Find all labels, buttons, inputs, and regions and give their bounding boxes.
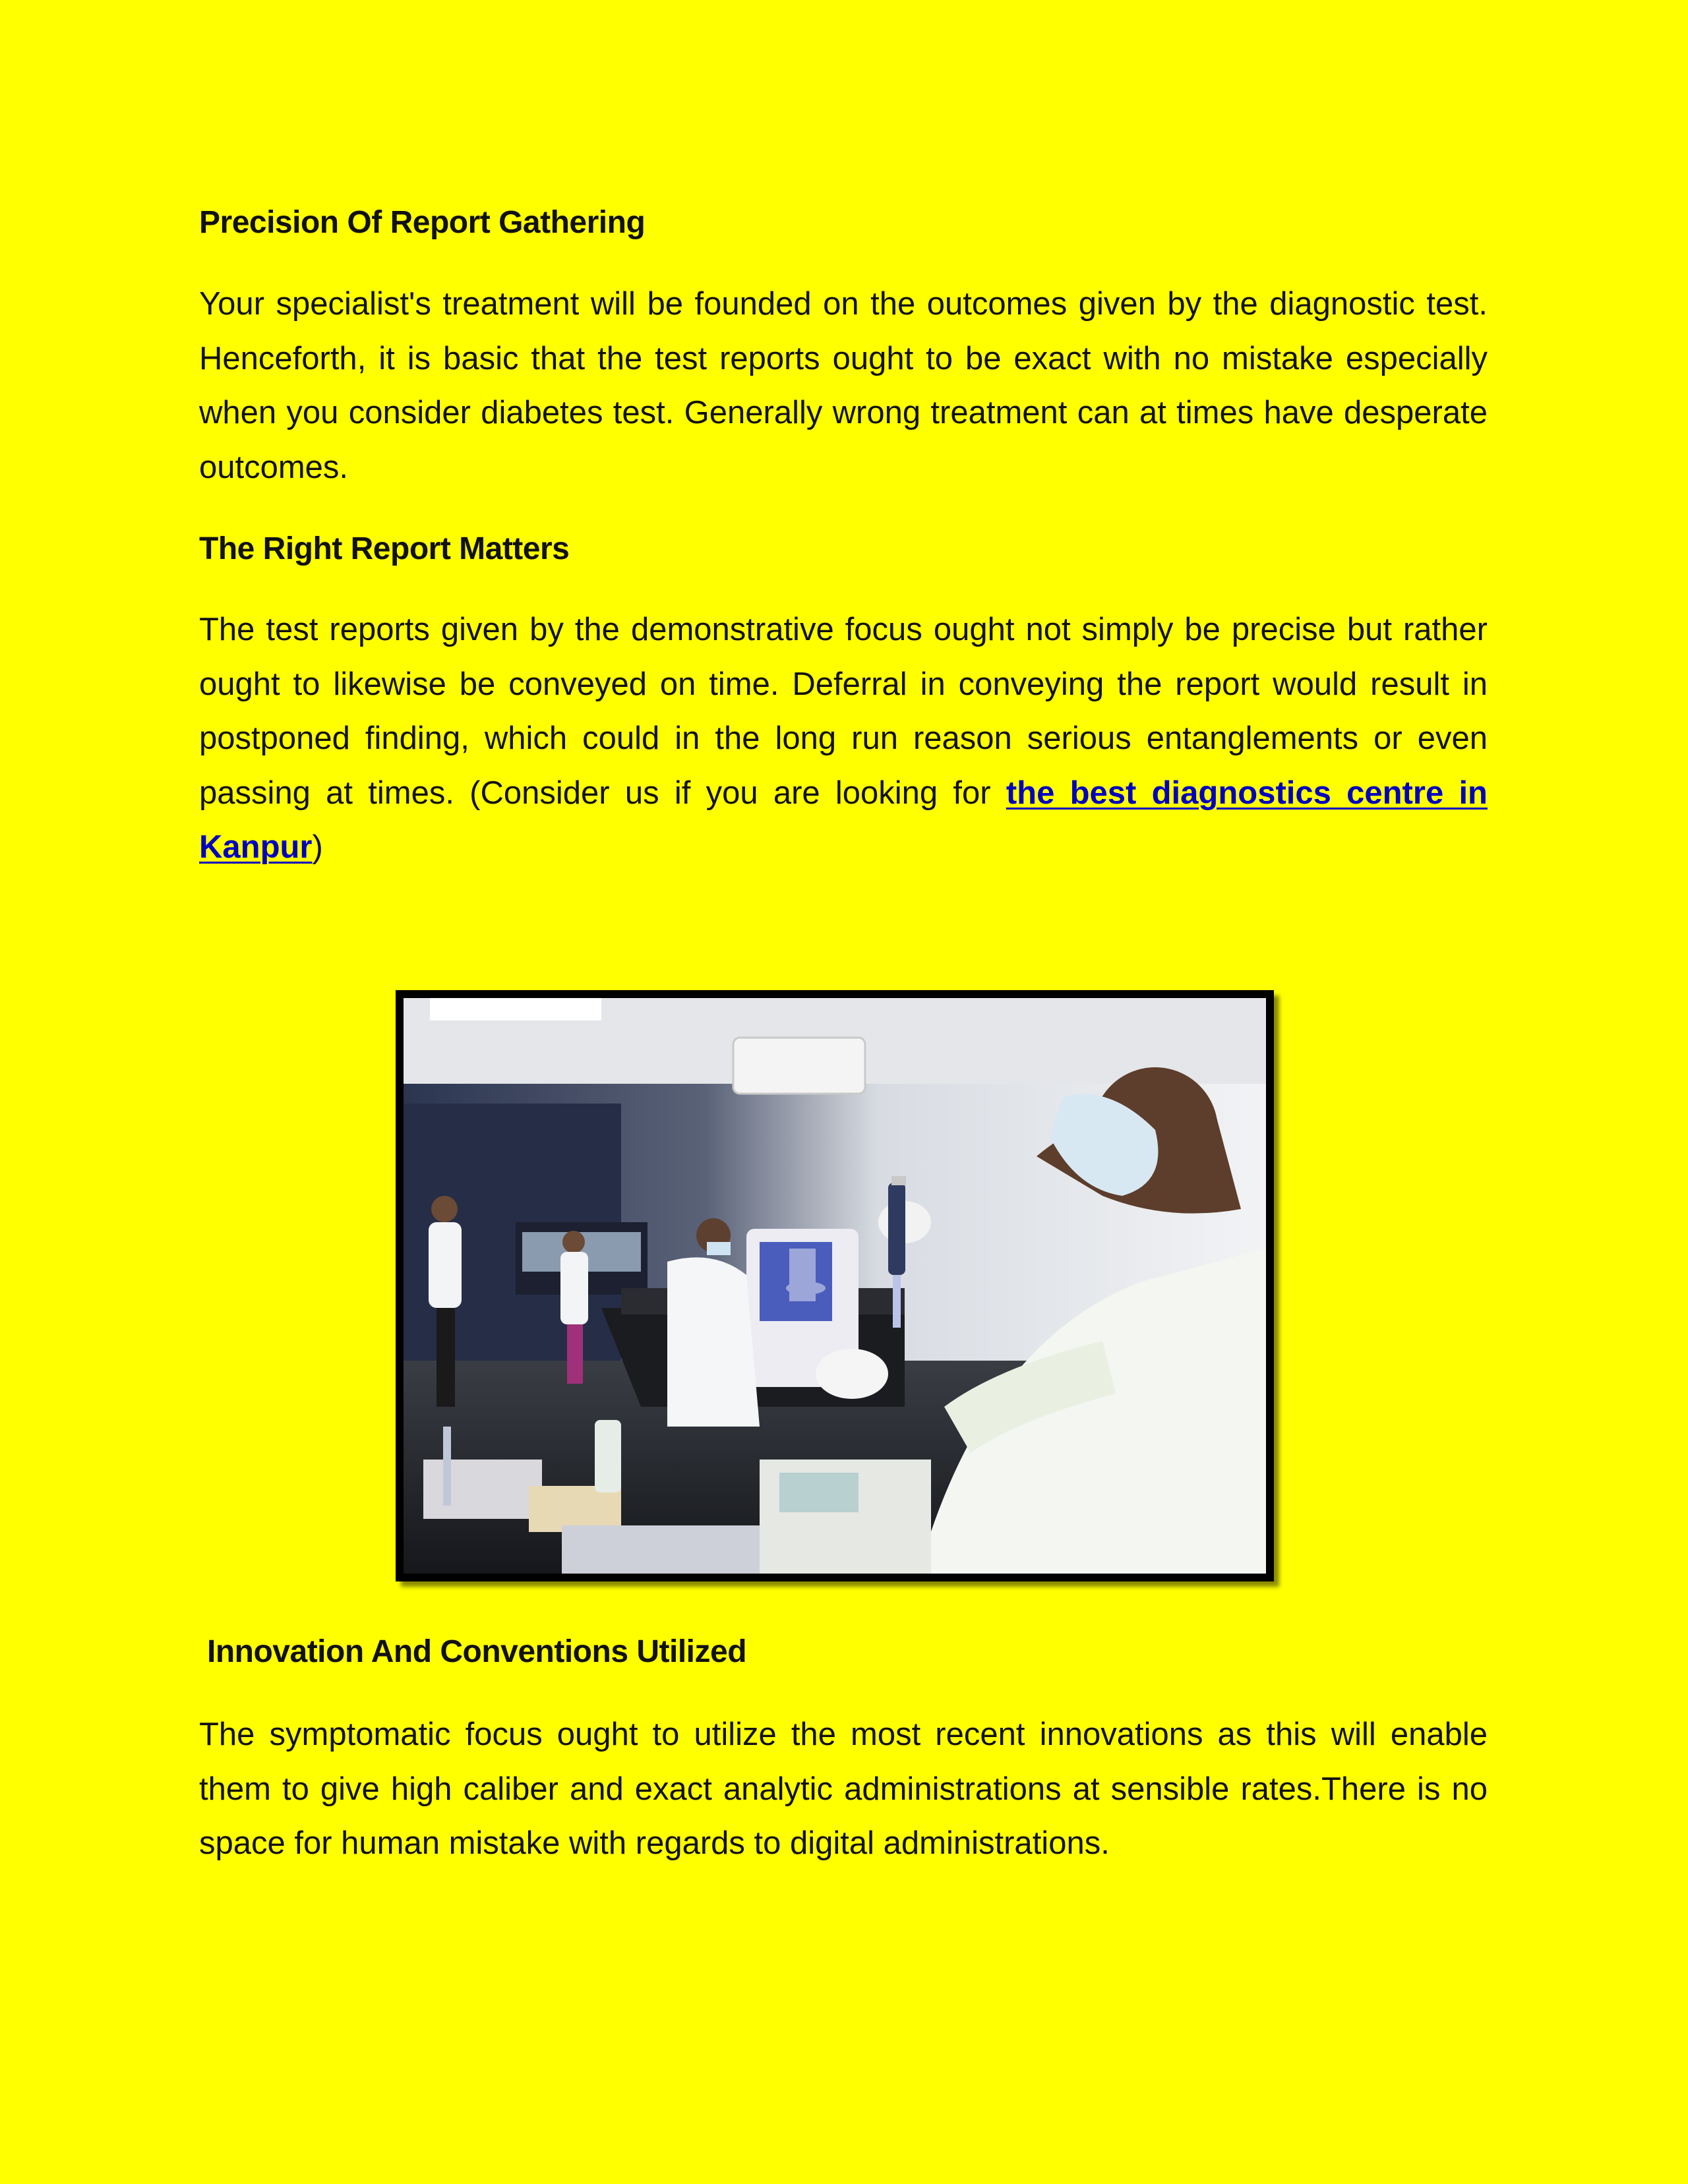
lab-photo-illustration [404, 998, 1266, 1574]
lab-photo [396, 990, 1274, 1581]
section-paragraph-precision: Your specialist's treatment will be founded on the outcomes given by the diagnostic test. Henceforth, it is basic that the test reports ought to be exact with no mistake especially when you consider diabetes test. Generally wrong treatment can at times have desperate outcomes. [199, 286, 1488, 485]
section-paragraph-innovation: The symptomatic focus ought to utilize the most recent innovations as this will enable them to give high caliber and exact analytic administrations at sensible rates.There is no space for human mistake with regards to digital administrations. [199, 1717, 1488, 1861]
paragraph-text: The test reports given by the demonstrative focus ought not simply be precise but rather ought to likewise be conveyed on time. Deferral in conveying the report would result in postponed finding, which could in the long run reason serious entanglements or even passing at times. (Consider us if you are looking for [199, 612, 1488, 811]
section-heading-right-report: The Right Report Matters [199, 531, 570, 566]
section-heading-innovation: Innovation And Conventions Utilized [207, 1634, 747, 1669]
paragraph-text-end: ) [312, 829, 323, 865]
diagnostics-centre-link[interactable]: the best diagnostics centre in Kanpur [199, 775, 1488, 865]
section-paragraph-right-report [199, 603, 1488, 875]
section-heading-precision: Precision Of Report Gathering [199, 205, 646, 240]
